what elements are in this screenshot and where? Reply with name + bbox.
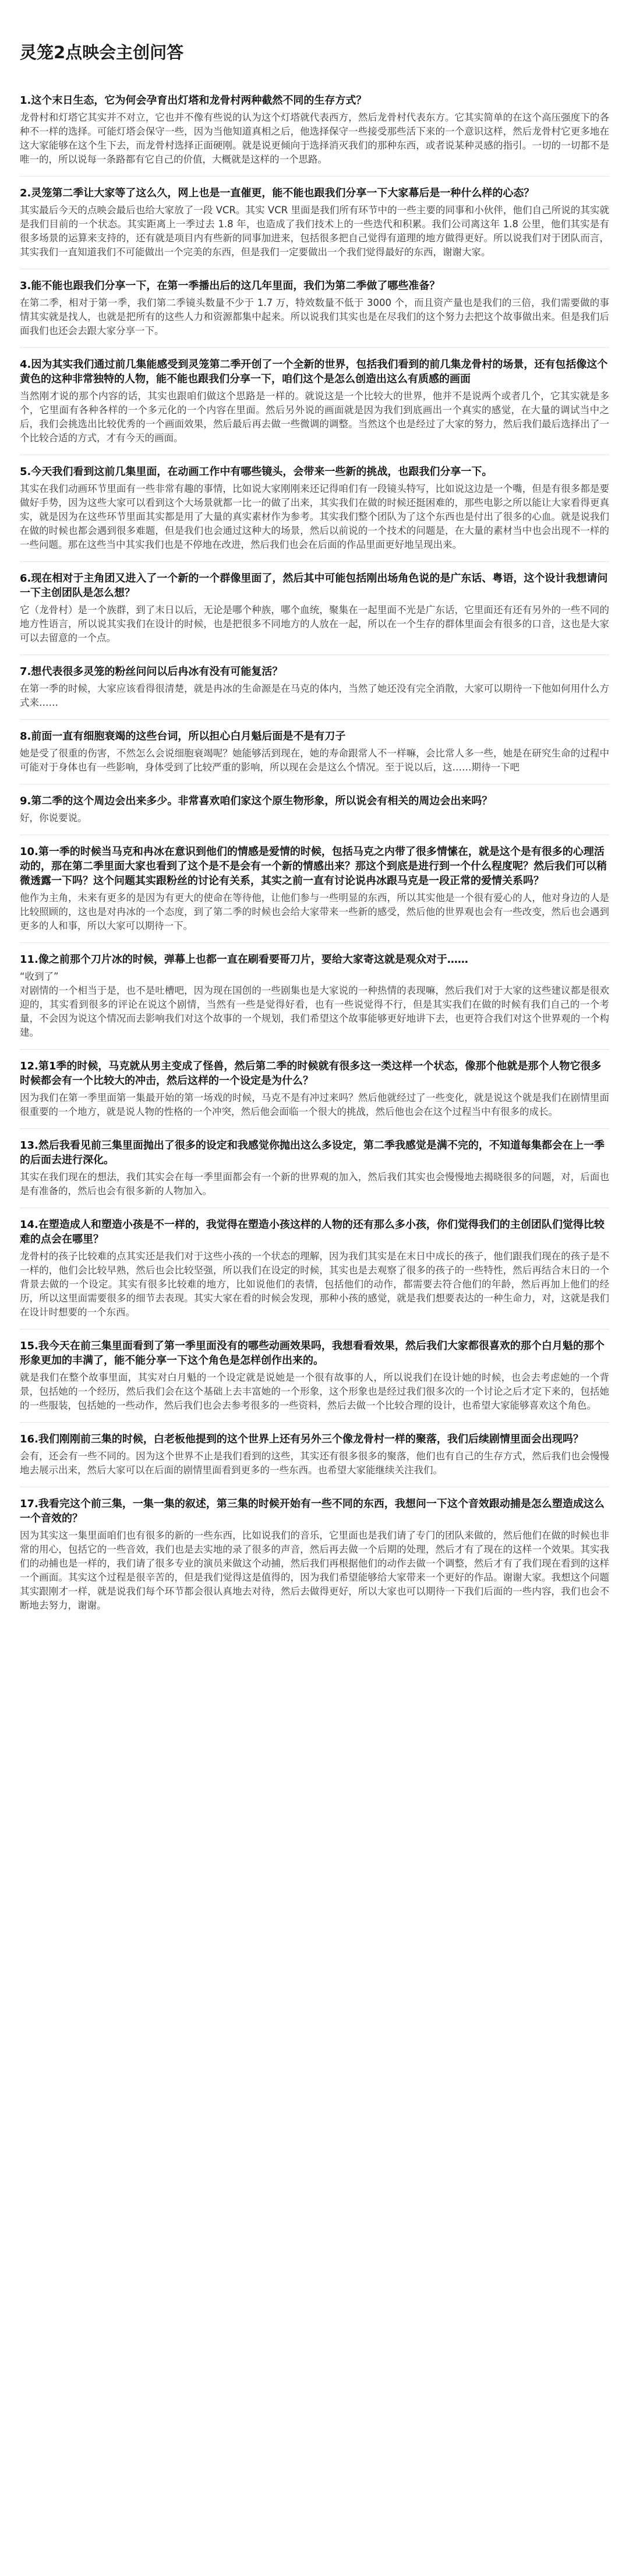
question-12: 12.第1季的时候，马克就从男主变成了怪兽，然后第二季的时候就有很多这一类这样一个状态，像那个他就是那个人物它很多时候都会有一个比较大的冲击，然后这样的一个设定是为什么？ [20,1060,602,1087]
answer-9: 好，你说要说。 [20,812,87,824]
question-4: 4.因为其实我们通过前几集能感受到灵笼第二季开创了一个全新的世界，包括我们看到的前几集龙骨村的场景，还有包括像这个黄色的这种非常独特的人物，能不能也跟我们分享一下，咱们这个是怎么创造出这么有质感的画面 [20,358,608,385]
qa-item-7 [20,664,609,710]
qa-item-9 [20,794,609,825]
qa-item-13 [20,1138,609,1198]
answer-7: 在第一季的时候，大家应该看得很清楚，就是冉冰的生命源是在马克的体内，当然了她还没有完全消散，大家可以期待一下他如何用什么方式来…… [20,683,609,708]
answer-17: 因为其实这一集里面咱们也有很多的新的一些东西，比如说我们的音乐，它里面也是我们请了专门的团队来做的，然后他们在做的时候也非常的用心，包括它的一些音效，我们也是去实地的录了很多的声音，然后再去做一个后期的处理，然后才有了现在的这样一个效果。其实我们的动捕也是一样的，我们请了很多专业的演员来做这个动捕，然后我们再根据他们的动作去做一个调整，然后才有了我们现在看到的这样一个画面。其实这个过程是很辛苦的，但是我们觉得这是值得的，因为我们希望能够给大家带来一个更好的作品。谢谢大家。我想这个问题其实跟刚才一样，就是说我们每个环节都会很认真地去对待，然后去做得更好，所以大家也可以期待一下我们后面的一些内容，我们也会不断地去努力，谢谢。 [20,1530,609,1611]
question-1: 1.这个末日生态，它为何会孕育出灯塔和龙骨村两种截然不同的生存方式？ [20,94,367,107]
answer-10: 他作为主角，未来有更多的是因为有更大的使命在等待他，让他们参与一些明显的东西，所以其实他是一个很有爱心的人，他对身边的人是比较照顾的，这也是对冉冰的一个态度，到了第二季的时候也会给大家带来一些新的感受，然后他的世界观也会有一些改变，然后也会遇到更多的人和事，所以大家可以期待一下。 [20,892,609,931]
answer-2: 其实最后今天的点映会最后也给大家放了一段 VCR。其实 VCR 里面是我们所有环节中的一些主要的同事和小伙伴，他们自己所说的其实就是我们目前的一个状态。其实距离上一季过去 1.8 年，也造成了我们技术上的一些迭代和积累。我们公司离这年 1.8 公里，他们其实是有很多场景的运算来支持的，还有就是项目内有些新的同事加进来，包括很多把自己觉得有道理的地方做得更好。所以说我们对于团队而言，其实我们一直知道我们不可能做出一个完美的东西，但是我们一定要做出一个我们觉得最好的东西，谢谢大家。 [20,205,609,258]
divider [20,719,609,720]
divider [20,1128,609,1129]
answer-11: 对剧情的一个相当于是，也不是吐槽吧，因为现在国创的一些剧集也是大家说的一种热情的表现嘛，然后我们对于大家的这些建议都是很欢迎的，其实看到很多的评论在说这个剧情，当然有一些是觉得好看，也有一些说觉得不行，但是其实我们在做的时候有我们自己的一个考量，不会因为说这个情况而去影响我们对这个故事的一个规划，我们希望这个故事能够更好地讲下去，也更符合我们对这个世界观的一个构建。 [20,985,609,1038]
qa-item-14 [20,1217,609,1319]
divider [20,176,609,177]
question-11-quote: “收到了” [20,971,59,982]
qa-item-10 [20,844,609,933]
question-14: 14.在塑造成人和塑造小孩是不一样的，我觉得在塑造小孩这样的人物的还有那么多小孩，你们觉得我们的主创团队们觉得比较难的点会在哪里？ [20,1219,605,1245]
answer-13: 其实在我们现在的想法，我们其实会在每一季里面都会有一个新的世界观的加入，然后我们其实也会慢慢地去揭晓很多的问题，对，后面也是有准备的，然后也会有很多新的人物加入。 [20,1171,609,1196]
qa-item-2 [20,186,609,259]
qa-item-16 [20,1432,609,1477]
question-13: 13.然后我看见前三集里面抛出了很多的设定和我感觉你抛出这么多设定，第二季我感觉是满不完的，不知道每集都会在上一季的后面去进行深化。 [20,1139,605,1166]
divider [20,1049,609,1050]
question-11: 11.像之前那个刀片冰的时候，弹幕上也都一直在刷看要哥刀片，要给大家寄这就是观众对于…… [20,953,468,966]
question-9: 9.第二季的这个周边会出来多少。非常喜欢咱们家这个原生物形象，所以说会有相关的周边会出来吗？ [20,795,493,807]
qa-item-17 [20,1497,609,1613]
question-8: 8.前面一直有细胞衰竭的这些台词，所以担心白月魁后面是不是有刀子 [20,730,346,742]
qa-item-1 [20,93,609,167]
qa-item-12 [20,1059,609,1119]
document-title: 灵笼2点映会主创问答 [20,43,184,62]
answer-12: 因为我们在第一季里面第一集最开始的第一场戏的时候，马克不是有冲过来吗？然后他就经过了一些变化，就是说这个就是我们在剧情里面很重要的一个地方，就是说人物的性格的一个冲突，然后他会面临一个很大的挑战，然后他也会在这个过程当中有很多的成长。 [20,1092,609,1117]
question-6: 6.现在相对于主角团又进入了一个新的一个群像里面了，然后其中可能包括刚出场角色说的是广东话、粤语，这个设计我想请问一下主创团队是怎么想？ [20,572,608,599]
divider [20,654,609,655]
qa-item-4 [20,357,609,445]
qa-item-3 [20,279,609,338]
question-3: 3.能不能也跟我们分享一下，在第一季播出后的这几年里面，我们为第二季做了哪些准备？ [20,280,440,292]
question-16: 16.我们刚刚前三集的时候，白老板他提到的这个世界上还有另外三个像龙骨村一样的聚落，我们后续剧情里面会出现吗？ [20,1433,584,1445]
qa-item-15 [20,1339,609,1413]
qa-item-11 [20,952,609,1040]
answer-16: 会有，还会有一些不同的。因为这个世界不止是我们看到的这些，其实还有很多很多的聚落，他们也有自己的生存方式，然后我们也会慢慢地去展示出来，然后大家可以在后面的剧情里面看到更多的一些东西。也希望大家能继续关注我们。 [20,1451,609,1476]
divider [20,347,609,348]
question-17: 17.我看完这个前三集，一集一集的叙述，第三集的时候开始有一些不同的东西，我想问一下这个音效跟动捕是怎么塑造成这么一个音效的？ [20,1498,605,1525]
answer-3: 在第二季，相对于第一季，我们第二季镜头数量不少于 1.7 万，特效数量不低于 3000 个，而且资产量也是我们的三倍，我们需要做的事情其实就是找人，也就是把所有的这些人力和资源都集中起来。所以说我们其实也是在尽我们的这个努力去把这个故事做出来。但是我们后面我们也还会去跟大家分享一下。 [20,297,609,336]
question-10: 10.第一季的时候当马克和冉冰在意识到他们的情感是爱情的时候，包括马克之内带了很多情愫在，就是这个是有很多的心理活动的，那在第二季里面大家也看到了这个是不是会有一个新的情感出来？那这个到底是进行到一个什么程度呢？然后我们可以稍微透露一下吗？这个问题其实跟粉丝的讨论有关系，其实之前一直有讨论说冉冰跟马克是一段正常的爱情关系吗？ [20,846,607,887]
answer-8: 她是受了很重的伤害，不然怎么会说细胞衰竭呢？她能够活到现在，她的寿命跟常人不一样嘛，会比常人多一些，她是在研究生命的过程中可能对于身体也有一些影响，身体受到了比较严重的影响，所以现在会是这么个情况。至于说以后，这……期待一下吧 [20,748,609,773]
divider [20,561,609,562]
divider [20,1422,609,1423]
answer-5: 其实在我们动画环节里面有一些非常有趣的事情，比如说大家刚刚来还记得咱们有一段镜头特写，比如说这边是一个嘴，但是有很多都是要做好手势，因为这些大家可以看到这个大场景就都一比一的做了出来，其实我们在做的时候还挺困难的，那些电影之所以能让大家看得更真实，就是因为在这些环节里面其实都是用了大量的真实素材作为参考。其实我们整个团队为了这个东西也是付出了很多的心血。就是说我们在做的时候也都会遇到很多难题，但是我们也会通过这种大的场景，然后以前说的一个技术的问题是，在大量的素材当中也会出现不一样的一些问题。那在这些当中其实我们也是不停地在改进，然后我们也会在后面的作品里面更好地呈现出来。 [20,483,609,550]
qa-item-8 [20,729,609,775]
question-7: 7.想代表很多灵笼的粉丝问问以后冉冰有没有可能复活？ [20,666,283,678]
divider [20,942,609,943]
answer-15: 就是我们在整个故事里面，其实对白月魁的一个设定就是说她是一个很有故事的人，所以说我们在设计她的时候，也会去考虑她的一个背景，包括她的一个经历，然后我们会在这个基础上去丰富她的一个形象，这个形象也是经过我们很多次的一个讨论之后才定下来的，包括她的一些服装，包括她的一些动作，然后我们也会去参考很多的一些资料，然后去做一个比较合理的设计，也希望大家能够喜欢这个角色。 [20,1372,609,1411]
answer-14: 龙骨村的孩子比较难的点其实还是我们对于这些小孩的一个状态的理解，因为我们其实是在末日中成长的孩子，他们跟我们现在的孩子是不一样的，他们会比较早熟，然后也会比较坚强，所以我们在设定的时候，其实也是去观察了很多的孩子的一些特性，然后再结合末日的一个背景去做的一个设定。其实有很多比较难的地方，比如说他们的表情，包括他们的动作，都需要去符合他们的年龄，然后再加上他们的经历，所以这里面需要很多的细节去表现。其实大家在看的时候会发现，那种小孩的感觉，就是我们想要表达的一种生命力，对，这就是我们在设计时想要的一个东西。 [20,1251,609,1318]
question-15: 15.我今天在前三集里面看到了第一季里面没有的哪些动画效果吗，我想看看效果，然后我们大家都很喜欢的那个白月魁的那个形象更加的丰满了，能不能分享一下这个角色是怎样创作出来的。 [20,1340,605,1367]
question-5: 5.今天我们看到这前几集里面，在动画工作中有哪些镜头，会带来一些新的挑战，也跟我们分享一下。 [20,466,493,478]
question-2: 2.灵笼第二季让大家等了这么久，网上也是一直催更，能不能也跟我们分享一下大家幕后是一种什么样的心态？ [20,187,535,199]
answer-6: 它（龙骨村）是一个族群，到了末日以后，无论是哪个种族，哪个血统，聚集在一起里面不光是广东话，它里面还有还有另外的一些不同的地方性语言，所以说其实我们在设计的时候，也是把很多不同地方的人放在一起，所以在一个生存的群体里面会有很多的口音，这也是大家可以去留意的一个点。 [20,604,609,643]
qa-item-5 [20,464,609,552]
qa-item-6 [20,571,609,645]
answer-1: 龙骨村和灯塔它其实并不对立，它也并不像有些说的认为这个灯塔就代表西方，然后龙骨村代表东方。它其实简单的在这个高压强度下的各种不一样的选择。可能灯塔会保守一些，因为当他知道真相之后，他选择保守一些接受那些活下来的一个意识这样，然后龙骨村它更多地在这大家能够在这个生下去，而龙骨村选择正面硬刚。就是说更倾向于选择消灭我们的那种东西，或者说某种灵感的指引。一切的一切都不是唯一的，所以说每一条路都有它自己的价值，大概就是这样的一个思路。 [20,112,609,165]
answer-4: 当然刚才说的那个内容的话，其实也跟咱们做这个思路是一样的。就说这是一个比较大的世界，他并不是说两个或者几个，它其实就是多个，它里面有各种各样的一个多元化的一个内容在里面。然后另外说的画面就是因为我们到底画出一个真实的感觉，在大量的调试当中之后，我们会挑选出比较优秀的一个画面效果，然后最后再去做一些微调的调整。当然这个也是经过了大家的努力，然后我们最后选择出了一个比较合适的方式，才有今天的画面。 [20,390,609,444]
